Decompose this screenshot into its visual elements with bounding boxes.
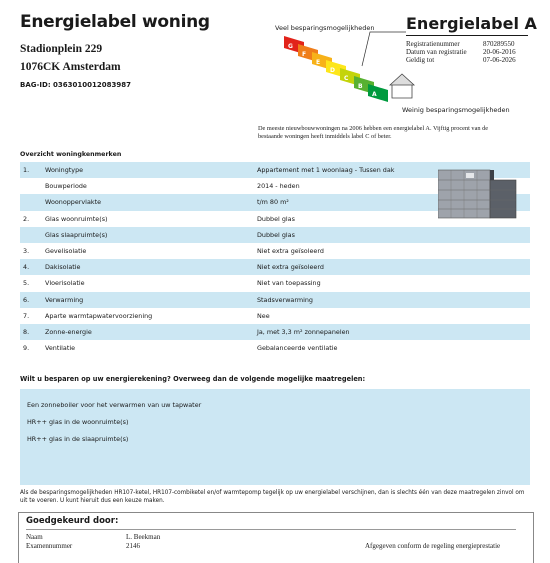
approval-exam-key: Examennummer bbox=[26, 542, 73, 550]
row-name: Bouwperiode bbox=[45, 182, 87, 191]
scale-step-label: B bbox=[358, 83, 363, 90]
address-street: Stadionplein 229 bbox=[20, 43, 103, 55]
measure-item: HR++ glas in de woonruimte(s) bbox=[27, 418, 129, 426]
registration-date-value: 20-06-2016 bbox=[483, 48, 516, 56]
measure-item: Een zonneboiler voor het verwarmen van uw tapwater bbox=[27, 401, 202, 409]
approval-exam-value: 2146 bbox=[126, 542, 140, 550]
scale-top-label: Veel besparingsmogelijkheden bbox=[275, 24, 375, 32]
row-number: 2. bbox=[23, 214, 30, 223]
table-row bbox=[20, 308, 530, 324]
row-value: Niet van toepassing bbox=[257, 279, 321, 288]
building-icon bbox=[438, 168, 524, 220]
valid-until-value: 07-06-2026 bbox=[483, 56, 516, 64]
table-row bbox=[20, 292, 530, 308]
divider bbox=[26, 529, 516, 530]
scale-step-label: G bbox=[288, 43, 293, 50]
valid-until-key: Geldig tot bbox=[406, 56, 435, 64]
row-value: Dubbel glas bbox=[257, 230, 295, 239]
table-row bbox=[20, 324, 530, 340]
row-value: Dubbel glas bbox=[257, 214, 295, 223]
registration-date-key: Datum van registratie bbox=[406, 48, 467, 56]
row-name: Zonne-energie bbox=[45, 327, 92, 336]
registration-key: Registratienummer bbox=[406, 40, 460, 48]
row-name: Verwarming bbox=[45, 295, 84, 304]
measures-box bbox=[20, 389, 530, 485]
scale-step-label: D bbox=[330, 67, 335, 74]
pointer-line bbox=[360, 30, 410, 70]
row-value: Ja, met 3,3 m² zonnepanelen bbox=[257, 327, 350, 336]
row-value: Gebalanceerde ventilatie bbox=[257, 344, 338, 353]
scale-step-label: F bbox=[302, 51, 307, 58]
footnote: Als de besparingsmogelijkheden HR107-ketel, HR107-combiketel en/of warmtepomp tegelijk op uw energielabel verschijnen, dan is slechts één van deze maatregelen zinvol om uit te voeren. U kunt hieruit dus een keuze maken. bbox=[20, 490, 525, 504]
measures-question: Wilt u besparen op uw energierekening? Overweeg dan de volgende mogelijke maatregelen: bbox=[20, 375, 366, 383]
row-value: 2014 - heden bbox=[257, 182, 300, 191]
row-name: Woningtype bbox=[45, 166, 84, 174]
registration-value: 870289550 bbox=[483, 40, 515, 48]
overview-title: Overzicht woningkenmerken bbox=[20, 151, 122, 158]
row-name: Gevelisolatie bbox=[45, 246, 87, 255]
row-value: Stadsverwarming bbox=[257, 295, 313, 304]
house-icon bbox=[390, 74, 414, 98]
row-value: Niet extra geïsoleerd bbox=[257, 246, 324, 255]
row-value: Appartement met 1 woonlaag - Tussen dak bbox=[257, 166, 395, 174]
table-row bbox=[20, 227, 530, 243]
row-name: Woonoppervlakte bbox=[45, 198, 102, 207]
row-name: Dakisolatie bbox=[45, 263, 81, 272]
row-number: 1. bbox=[23, 166, 30, 174]
row-number: 4. bbox=[23, 263, 30, 272]
row-number: 7. bbox=[23, 311, 30, 320]
scale-bottom-label: Weinig besparingsmogelijkheden bbox=[402, 106, 510, 114]
row-value: t/m 80 m² bbox=[257, 198, 289, 207]
address-city: 1076CK Amsterdam bbox=[20, 61, 121, 73]
row-number: 3. bbox=[23, 246, 30, 255]
row-name: Glas slaapruimte(s) bbox=[45, 230, 108, 239]
row-name: Aparte warmtapwatervoorziening bbox=[45, 311, 153, 320]
row-value: Niet extra geïsoleerd bbox=[257, 263, 324, 272]
approval-name-value: L. Beekman bbox=[126, 533, 161, 541]
label-note: De meeste nieuwbouwwoningen na 2006 hebben een energielabel A. Vijftig procent van de bestaande woningen heeft inmiddels label C of beter. bbox=[258, 125, 489, 141]
issued-statement: Afgegeven conform de regeling energieprestatie bbox=[365, 542, 501, 550]
row-number: 5. bbox=[23, 279, 30, 288]
scale-step-label: C bbox=[344, 75, 349, 82]
row-name: Vloerisolatie bbox=[45, 279, 85, 288]
bag-id: BAG-ID: 0363010012083987 bbox=[20, 81, 131, 89]
measure-item: HR++ glas in de slaapruimte(s) bbox=[27, 435, 129, 443]
row-number: 9. bbox=[23, 344, 30, 353]
page-title: Energielabel woning bbox=[20, 12, 210, 32]
table-row bbox=[20, 275, 530, 291]
row-number: 6. bbox=[23, 295, 30, 304]
divider bbox=[406, 35, 528, 36]
row-number: 8. bbox=[23, 327, 30, 336]
row-name: Ventilatie bbox=[45, 344, 76, 353]
table-row bbox=[20, 340, 530, 356]
scale-step-a bbox=[368, 84, 388, 102]
scale-step-label: E bbox=[316, 59, 321, 66]
row-name: Glas woonruimte(s) bbox=[45, 214, 108, 223]
table-row bbox=[20, 259, 530, 275]
table-row bbox=[20, 243, 530, 259]
energy-label-title: Energielabel A bbox=[406, 14, 537, 33]
approval-name-key: Naam bbox=[26, 533, 43, 541]
row-value: Nee bbox=[257, 311, 270, 320]
scale-step-label: A bbox=[372, 91, 377, 98]
approval-title: Goedgekeurd door: bbox=[26, 516, 119, 526]
